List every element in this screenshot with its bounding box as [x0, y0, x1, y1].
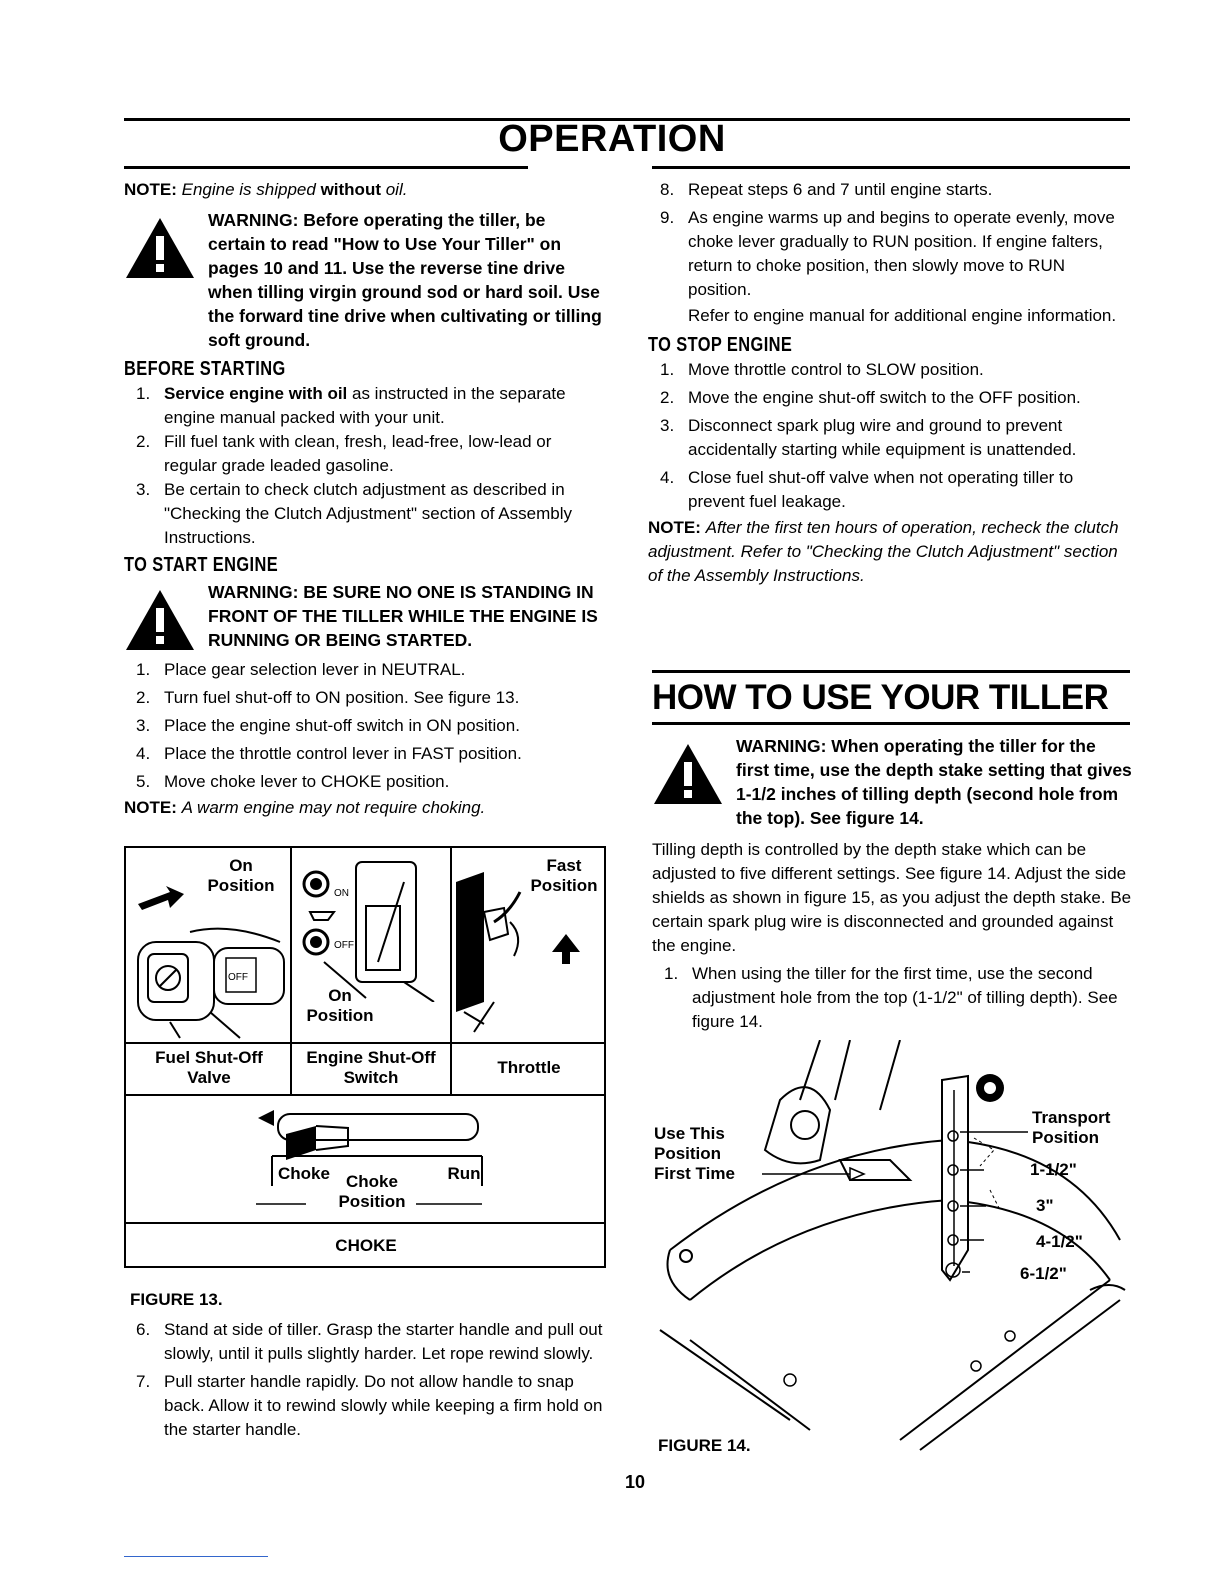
- item-text: When using the tiller for the first time, use the second adjustment hole from the top (1-1/2" of tilling depth). See figure 14.: [692, 964, 1118, 1031]
- item-number: 4.: [660, 468, 675, 487]
- figure-14-caption: FIGURE 14.: [658, 1436, 751, 1455]
- item-number: 6.: [136, 1320, 151, 1339]
- list-item: [124, 478, 604, 550]
- fuel-shutoff-valve-label: Fuel Shut-Off Valve: [155, 1048, 263, 1087]
- item-text: Move choke lever to CHOKE position.: [164, 772, 450, 791]
- right-column-how: [652, 734, 1132, 1034]
- list-item: [124, 656, 604, 684]
- list-item: [124, 684, 604, 712]
- item-text: Place the engine shut-off switch in ON position.: [164, 716, 520, 735]
- item-text: Disconnect spark plug wire and ground to prevent accidentally starting while equipment is unattended.: [688, 416, 1077, 459]
- list-item: [648, 466, 1132, 514]
- engine-shutoff-switch-label: Engine Shut-Off Switch: [306, 1048, 436, 1087]
- note-label: NOTE:: [648, 518, 701, 537]
- item-text: Turn fuel shut-off to ON position. See figure 13.: [164, 688, 520, 707]
- list-item: [648, 358, 1132, 382]
- switch-off-text: OFF: [334, 940, 354, 951]
- list-item: [124, 1318, 610, 1366]
- item-number: 3.: [136, 480, 151, 499]
- note-emphasis: without: [320, 180, 381, 199]
- item-text: Move the engine shut-off switch to the OFF position.: [688, 388, 1081, 407]
- warning-text: WARNING: When operating the tiller for the first time, use the depth stake setting that gives 1-1/2 inches of tilling depth (second hole from the top). See figure 14.: [736, 736, 1132, 828]
- switch-on-position-label: On Position: [306, 986, 374, 1025]
- how-to-bottom-rule: [652, 722, 1130, 725]
- list-item: [124, 712, 604, 740]
- list-item: [124, 430, 604, 478]
- how-to-use-heading: HOW TO USE YOUR TILLER: [652, 678, 1109, 717]
- note-label: NOTE:: [124, 180, 177, 199]
- before-starting-list: [124, 382, 604, 550]
- item-number: 7.: [136, 1372, 151, 1391]
- note-text-end: oil.: [380, 180, 408, 199]
- list-item: [124, 740, 604, 768]
- figure-13: [124, 846, 606, 1268]
- item-text: as instructed in the separate engine manual packed with your unit.: [164, 384, 566, 427]
- how-to-top-rule: [652, 670, 1130, 673]
- warning-icon: [124, 216, 196, 280]
- left-column: [124, 178, 604, 820]
- warning-read-manual: [124, 208, 604, 352]
- fast-position-label: Fast Position: [530, 856, 598, 895]
- to-stop-engine-heading: TO STOP ENGINE: [648, 334, 793, 356]
- list-item: [648, 206, 1132, 302]
- list-item: [648, 414, 1132, 462]
- warning-icon: [652, 742, 724, 806]
- item-number: 4.: [136, 744, 151, 763]
- to-start-engine-heading: TO START ENGINE: [124, 554, 279, 576]
- item-text: Place gear selection lever in NEUTRAL.: [164, 660, 466, 679]
- header-bottom-rule-left: [124, 166, 528, 169]
- throttle-label: Throttle: [497, 1058, 561, 1077]
- note-warm-engine: [124, 796, 604, 820]
- depth-paragraph: Tilling depth is controlled by the depth stake which can be adjusted to five different settings. See figure 14. Adjust the side shields as shown in figure 15, as you adjust the depth stake. Be certain spark plug wire is disconnected and grounded against the engine.: [652, 840, 1132, 955]
- item-text: Place the throttle control lever in FAST position.: [164, 744, 522, 763]
- item-number: 1.: [660, 360, 675, 379]
- list-item: [648, 178, 1132, 202]
- run-label: Run: [447, 1164, 481, 1183]
- item-text: Repeat steps 6 and 7 until engine starts.: [688, 180, 993, 199]
- refer-engine-manual: Refer to engine manual for additional engine information.: [688, 306, 1117, 325]
- item-text: Stand at side of tiller. Grasp the starter handle and pull out slowly, until it pulls slightly harder. Let rope rewind slowly.: [164, 1320, 603, 1363]
- right-column: [648, 178, 1132, 588]
- item-number: 3.: [660, 416, 675, 435]
- figure-13-caption: FIGURE 13.: [130, 1290, 223, 1309]
- item-number: 5.: [136, 772, 151, 791]
- stop-engine-list: [648, 358, 1132, 514]
- warning-icon: [124, 588, 196, 652]
- item-number: 1.: [136, 384, 151, 403]
- note-label: NOTE:: [124, 798, 177, 817]
- item-text: As engine warms up and begins to operate evenly, move choke lever gradually to RUN position. If engine falters, return to choke position, then slowly move to RUN position.: [688, 208, 1115, 299]
- use-this-position-label: Use This Position First Time: [654, 1124, 735, 1183]
- list-item: [124, 768, 604, 796]
- before-starting-heading: BEFORE STARTING: [124, 358, 286, 380]
- continued-start-list: [648, 178, 1132, 302]
- warning-text: WARNING: BE SURE NO ONE IS STANDING IN FRONT OF THE TILLER WHILE THE ENGINE IS RUNNING OR BEING STARTED.: [208, 582, 598, 650]
- choke-caption-label: CHOKE: [335, 1236, 397, 1255]
- fuel-valve-illustration: [130, 882, 288, 1040]
- item-emphasis: Service engine with oil: [164, 384, 348, 403]
- left-column-bottom: [124, 1318, 610, 1442]
- item-text: Move throttle control to SLOW position.: [688, 360, 984, 379]
- note-text: A warm engine may not require choking.: [181, 798, 486, 817]
- fig13-divider: [450, 848, 452, 1094]
- starter-list: [124, 1318, 610, 1442]
- item-number: 3.: [136, 716, 151, 735]
- throttle-illustration: [454, 852, 604, 1040]
- item-number: 8.: [660, 180, 675, 199]
- note-text: After the first ten hours of operation, recheck the clutch adjustment. Refer to "Checking the Clutch Adjustment" section of the Assembly Instructions.: [648, 518, 1119, 585]
- note-recheck-clutch: [648, 516, 1132, 588]
- transport-position-label: Transport Position: [1032, 1108, 1111, 1147]
- choke-position-label: Choke Position: [338, 1172, 406, 1211]
- item-number: 9.: [660, 208, 675, 227]
- list-item: [124, 1370, 610, 1442]
- valve-off-text: OFF: [228, 972, 248, 983]
- list-item: [648, 386, 1132, 410]
- fig13-divider: [126, 1222, 606, 1224]
- item-text: Close fuel shut-off valve when not operating tiller to prevent fuel leakage.: [688, 468, 1074, 511]
- fig13-divider: [290, 848, 292, 1094]
- item-text: Pull starter handle rapidly. Do not allow handle to snap back. Allow it to rewind slowly while keeping a firm hold on the starter handle.: [164, 1372, 603, 1439]
- item-number: 1.: [136, 660, 151, 679]
- warning-text: WARNING: Before operating the tiller, be certain to read "How to Use Your Tiller" on pages 10 and 11. Use the reverse tine drive when tilling virgin ground sod or hard soil. Use the forward tine drive when cultivating or tilling soft ground.: [208, 210, 602, 350]
- header-bottom-rule-right: [652, 166, 1130, 169]
- start-engine-list: [124, 656, 604, 796]
- choke-small-label: Choke: [278, 1164, 330, 1183]
- item-text: Be certain to check clutch adjustment as described in "Checking the Clutch Adjustment" section of Assembly Instructions.: [164, 480, 572, 547]
- fig13-divider: [126, 1094, 606, 1096]
- note-text: Engine is shipped: [181, 180, 321, 199]
- item-number: 1.: [664, 964, 679, 983]
- item-number: 2.: [136, 432, 151, 451]
- depth-label-4: 6-1/2": [1020, 1264, 1067, 1283]
- warning-depth-stake: [652, 734, 1132, 830]
- item-number: 2.: [136, 688, 151, 707]
- note-engine-shipped: [124, 178, 604, 202]
- depth-label-3: 4-1/2": [1036, 1232, 1083, 1251]
- engine-switch-illustration: [294, 852, 448, 1002]
- page-title: OPERATION: [498, 118, 726, 160]
- page-number: 10: [624, 1472, 646, 1492]
- list-item: [652, 962, 1132, 1034]
- depth-label-2: 3": [1036, 1196, 1054, 1215]
- list-item: [124, 382, 604, 430]
- footer-mark: [124, 1556, 268, 1557]
- fig13-divider: [126, 1042, 606, 1044]
- item-number: 2.: [660, 388, 675, 407]
- item-text: Fill fuel tank with clean, fresh, lead-free, low-lead or regular grade leaded gasoline.: [164, 432, 552, 475]
- depth-label-1: 1-1/2": [1030, 1160, 1077, 1179]
- switch-on-text: ON: [334, 888, 349, 899]
- warning-standing-front: [124, 580, 604, 652]
- fuel-on-position-label: On Position: [207, 856, 275, 895]
- how-to-list: [652, 962, 1132, 1034]
